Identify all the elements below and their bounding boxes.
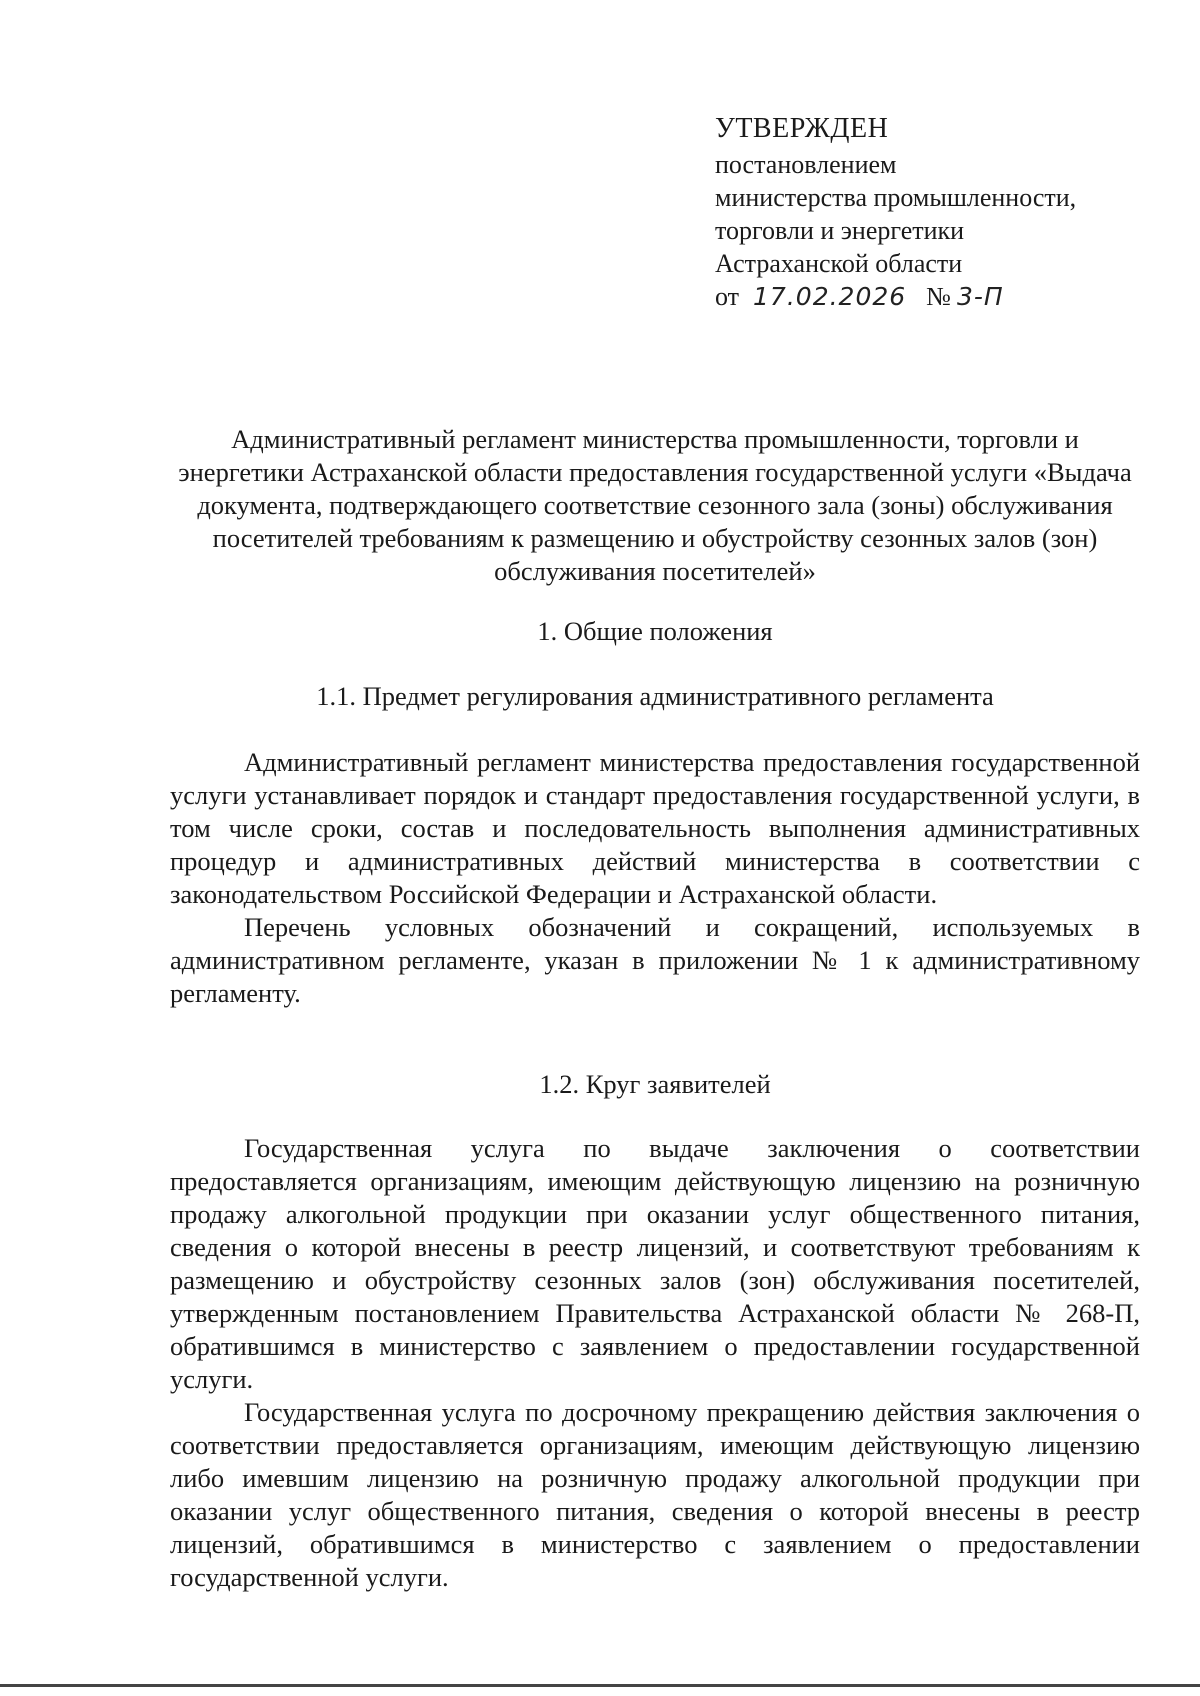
subsection-body: [170, 746, 1140, 1010]
number-sign: №: [926, 282, 951, 311]
approval-line: постановлением: [715, 150, 897, 179]
approval-line: Астраханской области: [715, 249, 963, 278]
document-title: Административный регламент министерства промышленности, торговли и энергетики Астраханской области предоставления государственной услуги «Выдача документа, подтверждающего соответствие сезонного зала (зоны) обслуживания посетителей требованиям к размещению и обустройству сезонных залов (зон) обслуживания посетителей»: [178, 424, 1132, 586]
subsection-heading: 1.2. Круг заявителей: [539, 1069, 771, 1099]
subsection-body: [170, 1132, 1140, 1594]
paragraph: Перечень условных обозначений и сокращений, используемых в административном регламенте, указан в приложении № 1 к административному регламенту.: [170, 912, 1140, 1008]
approval-heading: УТВЕРЖДЕН: [715, 113, 889, 144]
section-heading: 1. Общие положения: [537, 616, 773, 646]
handwritten-number: 3-П: [956, 282, 1004, 311]
approval-line: торговли и энергетики: [715, 216, 965, 245]
approval-date-line: [715, 280, 1076, 313]
handwritten-date: 17.02.2026: [753, 282, 907, 311]
subsection-heading: 1.1. Предмет регулирования административного регламента: [316, 681, 994, 711]
approval-stamp-block: [715, 112, 1076, 313]
date-prefix: от: [715, 282, 740, 311]
paragraph: Административный регламент министерства предоставления государственной услуги устанавливает порядок и стандарт предоставления государственной услуги, в том числе сроки, состав и последовательность выполнения административных процедур и административных действий министерства в соответствии с законодательством Российской Федерации и Астраханской области.: [170, 747, 1140, 909]
paragraph: Государственная услуга по выдаче заключения о соответствии предоставляется организациям, имеющим действующую лицензию на розничную продажу алкогольной продукции при оказании услуг общественного питания, сведения о которой внесены в реестр лицензий, и соответствуют требованиям к размещению и обустройству сезонных залов (зон) обслуживания посетителей, утвержденным постановлением Правительства Астраханской области № 268-П, обратившимся в министерство с заявлением о предоставлении государственной услуги.: [170, 1133, 1140, 1394]
paragraph: Государственная услуга по досрочному прекращению действия заключения о соответствии предоставляется организациям, имеющим действующую лицензию либо имевшим лицензию на розничную продажу алкогольной продукции при оказании услуг общественного питания, сведения о которой внесены в реестр лицензий, обратившимся в министерство с заявлением о предоставлении государственной услуги.: [170, 1397, 1140, 1592]
approval-line: министерства промышленности,: [715, 183, 1077, 212]
page-bottom-rule: [0, 1684, 1200, 1687]
